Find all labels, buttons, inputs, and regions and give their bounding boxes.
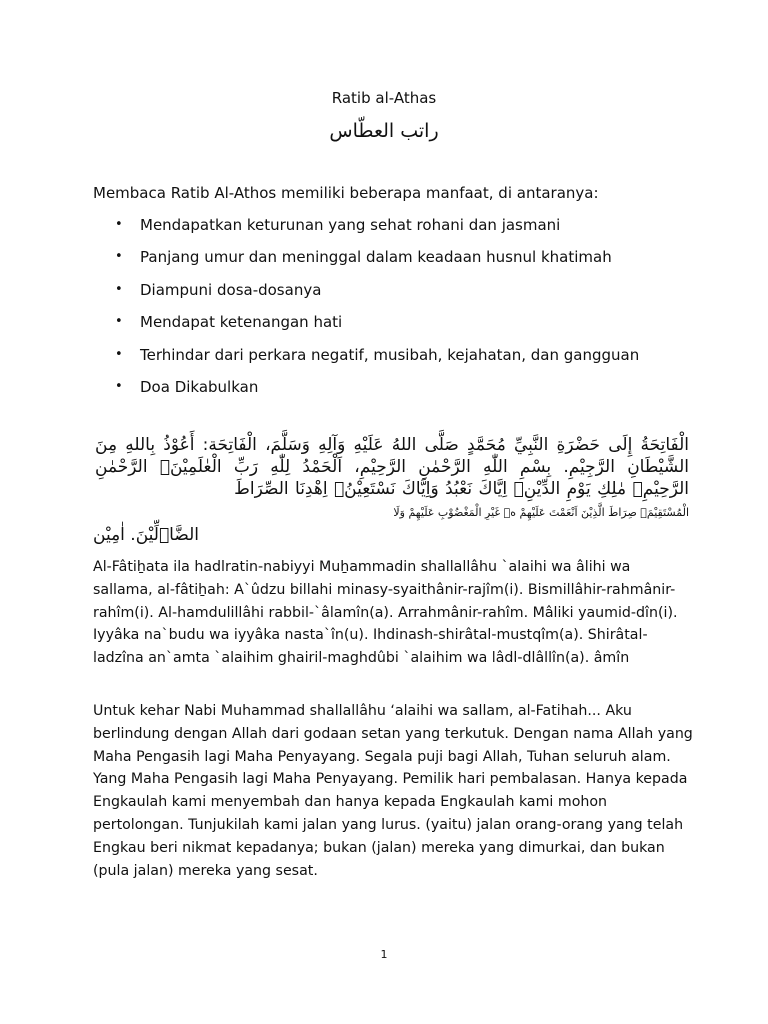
- list-item: [93, 376, 693, 408]
- list-item: [93, 344, 693, 376]
- bullet-icon: •: [115, 378, 123, 394]
- list-item-text: Doa Dikabulkan: [140, 377, 259, 396]
- document-title: Ratib al-Athas: [331, 89, 437, 107]
- translation-paragraph: Untuk kehar Nabi Muhammad shallallâhu ‘alaihi wa sallam, al-Fatihah... Aku berlindung dengan Allah dari godaan setan yang terkutuk. Dengan nama Allah yang Maha Pengasih lagi Maha Penyayang. Segala puji bagi Allah, Tuhan seluruh alam. Yang Maha Pengasih lagi Maha Penyayang. Pemilik hari pembalasan. Hanya kepada Engkaulah kami menyembah dan hanya kepada Engkaulah kami mohon pertolongan. Tunjukilah kami jalan yang lurus. (yaitu) jalan orang-orang yang telah Engkau beri nikmat kepadanya; bukan (jalan) mereka yang dimurkai, dan bukan (pula jalan) mereka yang sesat.: [93, 703, 693, 879]
- bullet-icon: •: [115, 314, 123, 330]
- list-item-text: Diampuni dosa-dosanya: [140, 280, 322, 299]
- arabic-prayer-ending: الضَّاۤلِّيْنَ. اٰمِيْن: [93, 525, 199, 545]
- list-item: [93, 279, 693, 311]
- arabic-prayer-text: الْفَاتِحَةُ إِلَى حَضْرَةِ النَّبِيِّ مُحَمَّدٍ صَلَّى اللهُ عَلَيْهِ وَآلِهِ وَسَلَّمَ، الْفَاتِحَة: أَعُوْذُ بِاللهِ مِنَ الشَّيْطَانِ الرَّجِيْمِ. بِسْمِ اللّٰهِ الرَّحْمٰنِ الرَّحِيْمِ، اَلْحَمْدُ لِلّٰهِ رَبِّ الْعٰلَمِيْنَۙ الرَّحْمٰنِ الرَّحِيْمِۙ مٰلِكِ يَوْمِ الدِّيْنِۗ اِيَّاكَ نَعْبُدُ وَاِيَّاكَ نَسْتَعِيْنُۗ اِهْدِنَا الصِّرَاطَ: [95, 435, 689, 499]
- page-number: 1: [380, 948, 388, 961]
- list-item-text: Mendapat ketenangan hati: [140, 313, 343, 332]
- transliteration-paragraph: Al-Fâtiẖata ila hadlratin-nabiyyi Muẖammadin shallallâhu `alaihi wa âlihi wa sallama, al-fâtiẖah: A`ûdzu billahi minasy-syaithânir-rajîm(i). Bismillâhir-rahmânir-rahîm(i). Al-hamdulillâhi rabbil-`âlamîn(a). Arrahmânir-rahîm. Mâliki yaumid-dîn(i). Iyyâka na`budu wa iyyâka nasta`în(u). Ihdinash-shirâtal-mustqîm(a). Shirâtal-ladzîna an`amta `alaihim ghairil-maghdûbi `alaihim wa lâdl-dlâllîn(a). âmîn: [93, 559, 678, 667]
- intro-paragraph: Membaca Ratib Al-Athos memiliki beberapa manfaat, di antaranya:: [93, 184, 599, 202]
- list-item: [93, 246, 693, 278]
- document-title-arabic: راتب العطّاس: [329, 120, 439, 142]
- arabic-prayer-text-small: الْمُسْتَقِيْمَۙ صِرَاطَ الَّذِيْنَ اَنْعَمْتَ عَلَيْهِمْ ەۙ غَيْرِ الْمَغْضُوْبِ عَلَيْهِمْ وَلَا: [393, 506, 689, 519]
- list-item: [93, 311, 693, 343]
- benefits-list: [93, 214, 693, 408]
- bullet-icon: •: [115, 249, 123, 265]
- bullet-icon: •: [115, 346, 123, 362]
- bullet-icon: •: [115, 217, 123, 232]
- list-item-text: Mendapatkan keturunan yang sehat rohani dan jasmani: [140, 216, 561, 234]
- bullet-icon: •: [115, 281, 123, 297]
- list-item-text: Terhindar dari perkara negatif, musibah, kejahatan, dan gangguan: [140, 345, 640, 364]
- list-item-text: Panjang umur dan meninggal dalam keadaan husnul khatimah: [140, 248, 612, 267]
- list-item: [93, 214, 693, 246]
